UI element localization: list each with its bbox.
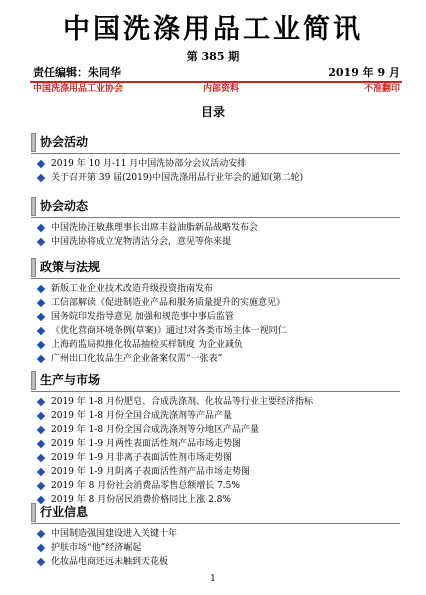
diamond-bullet-icon: [37, 224, 45, 232]
toc-item[interactable]: [38, 479, 400, 493]
diamond-bullet-icon: [37, 530, 45, 538]
toc-item[interactable]: [38, 423, 400, 437]
toc-item-text: 工信部解读《促进制造业产品和服务质量提升的实施意见》: [51, 298, 286, 308]
toc-item[interactable]: [38, 324, 400, 338]
toc-item-text: 2019 年 8 月份社会消费品零售总额增长 7.5%: [51, 481, 240, 491]
section-marker: [31, 133, 36, 152]
toc-item[interactable]: [38, 465, 400, 479]
section-association-activities: [31, 133, 400, 193]
toc-item-text: 关于召开第 39 届(2019)中国洗涤用品行业年会的通知(第二轮): [51, 173, 304, 183]
section-rule: [31, 278, 400, 279]
internal-notice: 内部资料: [203, 84, 240, 94]
toc-item-text: 国务院印发指导意见 加强和规范事中事后监管: [51, 312, 234, 322]
toc-item-text: 护肤市场“他”经济崛起: [51, 543, 142, 553]
diamond-bullet-icon: [37, 426, 45, 434]
diamond-bullet-icon: [37, 238, 45, 246]
section-marker: [31, 371, 36, 390]
section-title: 生产与市场: [40, 373, 101, 387]
section-rule: [31, 217, 400, 218]
diamond-bullet-icon: [37, 327, 45, 335]
diamond-bullet-icon: [37, 398, 45, 406]
diamond-bullet-icon: [37, 412, 45, 420]
toc-item[interactable]: [38, 527, 400, 541]
org-line: [33, 83, 400, 95]
toc-item[interactable]: [38, 409, 400, 423]
section-items: [38, 157, 400, 185]
section-policy-regulations: [31, 258, 400, 370]
toc-title: 目录: [200, 105, 225, 119]
toc-item-text: 2019 年 1-9 月阴离子表面活性剂产品市场走势图: [51, 467, 250, 477]
diamond-bullet-icon: [37, 454, 45, 462]
diamond-bullet-icon: [37, 440, 45, 448]
section-items: [38, 221, 400, 249]
toc-item[interactable]: [38, 338, 400, 352]
section-items: [38, 527, 400, 569]
section-title: 政策与法规: [40, 260, 101, 274]
section-header: [31, 371, 400, 391]
editor-name: 责任编辑：朱同华: [33, 66, 121, 79]
toc-item-text: 中国洗协汪敏燕理事长出席丰益油脂新品战略发布会: [51, 223, 259, 233]
section-production-market: [31, 371, 400, 511]
toc-item[interactable]: [38, 437, 400, 451]
toc-item[interactable]: [38, 171, 400, 185]
toc-item[interactable]: [38, 395, 400, 409]
toc-item[interactable]: [38, 157, 400, 171]
toc-item[interactable]: [38, 310, 400, 324]
diamond-bullet-icon: [37, 160, 45, 168]
section-marker: [31, 197, 36, 216]
toc-item-text: 中国制造强国建设进入关键十年: [51, 529, 178, 539]
section-marker: [31, 503, 36, 522]
issue-date: 2019 年 9 月: [328, 66, 400, 79]
diamond-bullet-icon: [37, 313, 45, 321]
toc-item-text: 2019 年 1-9 月两性表面活性剂产品市场走势图: [51, 439, 241, 449]
no-reprint-notice: 不准翻印: [363, 84, 400, 94]
section-items: [38, 282, 400, 366]
section-association-news: [31, 197, 400, 257]
section-rule: [31, 523, 400, 524]
toc-item-text: 2019 年 1-9 月非离子表面活性剂市场走势图: [51, 453, 232, 463]
section-header: [31, 258, 400, 278]
toc-item[interactable]: [38, 296, 400, 310]
diamond-bullet-icon: [37, 355, 45, 363]
diamond-bullet-icon: [37, 174, 45, 182]
diamond-bullet-icon: [37, 468, 45, 476]
section-industry-info: [31, 503, 400, 573]
section-header: [31, 133, 400, 153]
section-title: 协会动态: [40, 199, 89, 213]
editor-line: [33, 66, 400, 80]
toc-item-text: 2019 年 1-8 月份肥皂、合成洗涤剂、化妆品等行业主要经济指标: [51, 397, 313, 407]
toc-item-text: 上海药监局拟推化妆品抽检买样制度 为企业减负: [51, 340, 243, 350]
section-header: [31, 503, 400, 523]
section-rule: [31, 153, 400, 154]
toc-item-text: 2019 年 10 月-11 月中国洗协部分会议活动安排: [51, 159, 247, 169]
toc-item-text: 广州出口化妆品生产企业备案仅需“一张表”: [51, 354, 223, 364]
section-header: [31, 197, 400, 217]
toc-item[interactable]: [38, 352, 400, 366]
section-title: 协会活动: [40, 135, 89, 149]
section-title: 行业信息: [40, 505, 89, 519]
page-number: 1: [210, 574, 216, 584]
section-marker: [31, 258, 36, 277]
diamond-bullet-icon: [37, 341, 45, 349]
diamond-bullet-icon: [37, 299, 45, 307]
section-rule: [31, 391, 400, 392]
toc-item-text: 《优化营商环境条例(草案)》通过!对各类市场主体一视同仁: [51, 326, 287, 336]
diamond-bullet-icon: [37, 544, 45, 552]
toc-item[interactable]: [38, 282, 400, 296]
toc-item-text: 化妆品电商还远未触到天花板: [51, 557, 169, 567]
toc-item[interactable]: [38, 451, 400, 465]
toc-item-text: 新版工业企业技术改造升级投资指南发布: [51, 284, 214, 294]
section-items: [38, 395, 400, 507]
toc-item[interactable]: [38, 555, 400, 569]
toc-item-text: 2019 年 8 月份居民消费价格同比上涨 2.8%: [51, 495, 231, 505]
diamond-bullet-icon: [37, 482, 45, 490]
masthead-title: 中国洗涤用品工业简讯: [63, 14, 363, 45]
toc-item[interactable]: [38, 541, 400, 555]
toc-item-text: 2019 年 1-8 月份全国合成洗涤剂等分地区产品产量: [51, 425, 259, 435]
toc-item[interactable]: [38, 221, 400, 235]
toc-item[interactable]: [38, 235, 400, 249]
diamond-bullet-icon: [37, 558, 45, 566]
diamond-bullet-icon: [37, 285, 45, 293]
issue-number: 第 385 期: [186, 50, 240, 63]
org-name: 中国洗涤用品工业协会: [33, 84, 124, 94]
toc-item-text: 2019 年 1-8 月份全国合成洗涤剂等产品产量: [51, 411, 232, 421]
toc-item-text: 中国洗协将成立宠物清洁分会，意见等你来提: [51, 237, 232, 247]
